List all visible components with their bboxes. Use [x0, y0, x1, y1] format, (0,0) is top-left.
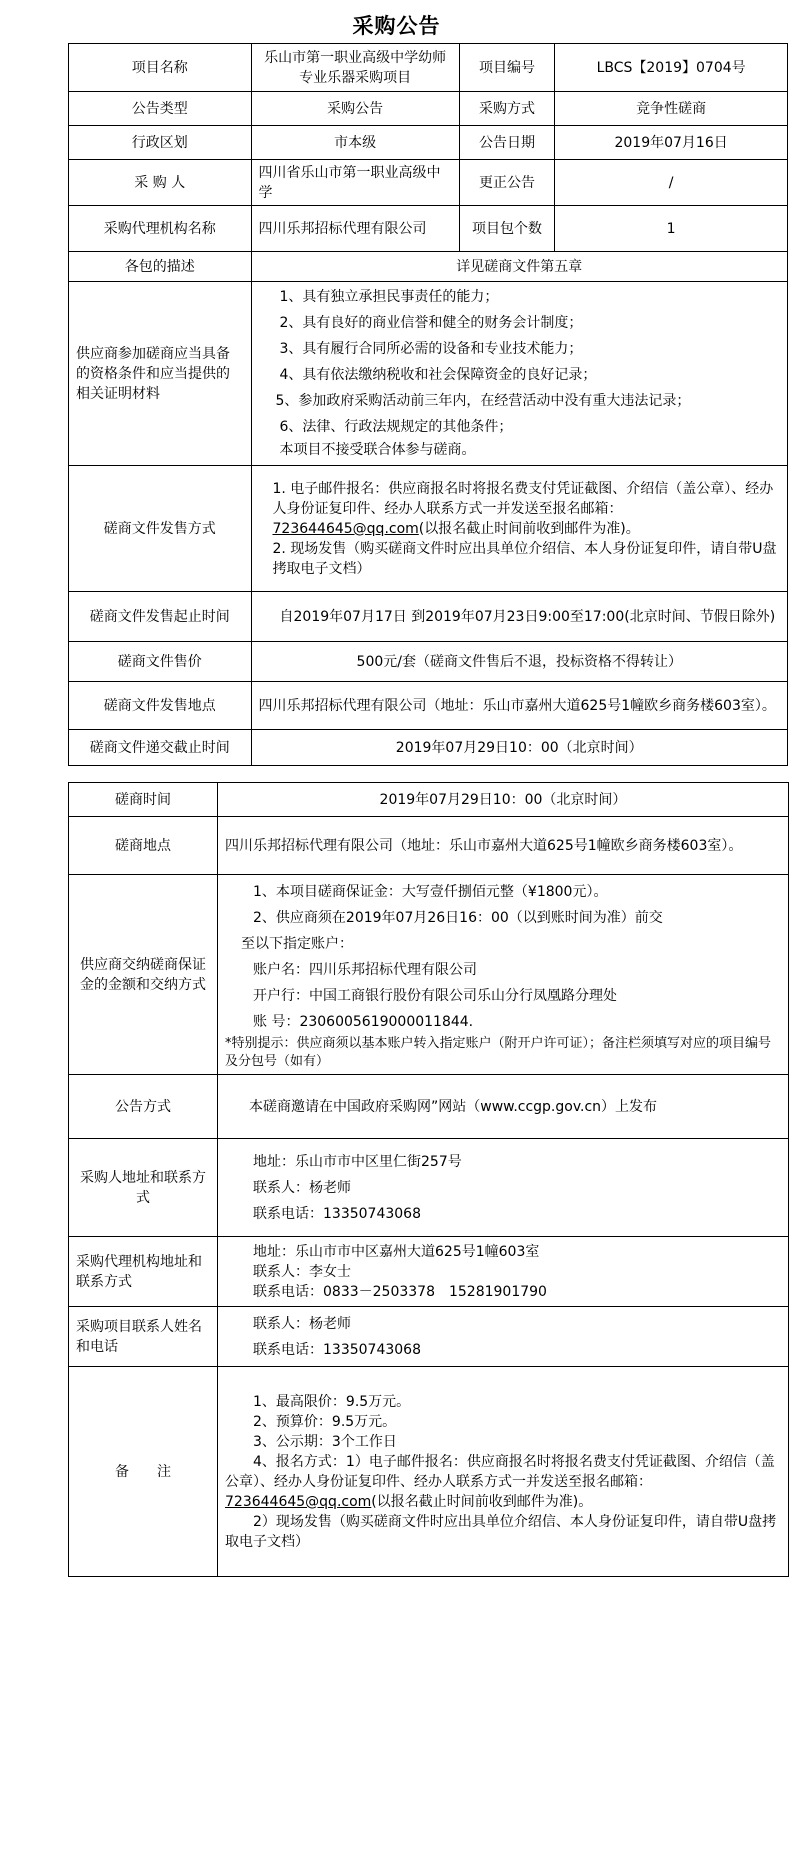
- table-row: [69, 282, 788, 466]
- qualification-item: 3、具有履行合同所必需的设备和专业技术能力；: [279, 341, 583, 357]
- agency-contact-value: [218, 1237, 789, 1307]
- purchaser-phone: 联系电话：13350743068: [253, 1205, 421, 1222]
- method-label: 采购方式: [459, 92, 555, 126]
- table-row: [69, 160, 788, 206]
- remark-line: 2、预算价：9.5万元。: [253, 1413, 397, 1430]
- deposit-label: 供应商交纳磋商保证金的金额和交纳方式: [69, 875, 218, 1075]
- project-phone: 联系电话：13350743068: [253, 1341, 421, 1358]
- remark-text: 4、报名方式：1）电子邮件报名：供应商报名时将报名费支付凭证截图、介绍信（盖公章）、经办人身份证复印件、经办人联系方式一并发送至报名邮箱：: [225, 1453, 775, 1490]
- table-row: [69, 817, 789, 875]
- notice-type-label: 公告类型: [69, 92, 252, 126]
- remark-label: 备 注: [69, 1367, 218, 1577]
- table-row: [69, 1367, 789, 1577]
- purchaser-value: 四川省乐山市第一职业高级中学: [251, 160, 459, 206]
- qualification-item: 本项目不接受联合体参与磋商。: [279, 442, 476, 458]
- remark-line: 3、公示期：3个工作日: [253, 1433, 397, 1450]
- remark-value: [218, 1367, 789, 1577]
- deposit-line: 2、供应商须在2019年07月26日16：00（以到账时间为准）前交: [253, 909, 663, 926]
- agency-value: 四川乐邦招标代理有限公司: [251, 206, 459, 252]
- deposit-value: [218, 875, 789, 1075]
- sale-method-label: 磋商文件发售方式: [69, 466, 252, 592]
- price-label: 磋商文件售价: [69, 642, 252, 682]
- agency-label: 采购代理机构名称: [69, 206, 252, 252]
- table-row: [69, 783, 789, 817]
- method-value: 竞争性磋商: [555, 92, 788, 126]
- project-no-value: LBCS【2019】0704号: [555, 44, 788, 92]
- negotiation-info-table: [68, 782, 789, 1577]
- deposit-line: 至以下指定账户：: [241, 935, 353, 952]
- sale-place-label: 磋商文件发售地点: [69, 682, 252, 730]
- sale-method-value: [251, 466, 788, 592]
- qualification-item: 1、具有独立承担民事责任的能力；: [279, 289, 499, 305]
- purchaser-label: 采 购 人: [69, 160, 252, 206]
- qualification-list: [251, 282, 788, 466]
- sale-method-text: (以报名截止时间前收到邮件为准)。: [418, 520, 640, 537]
- qualification-item: 4、具有依法缴纳税收和社会保障资金的良好记录；: [279, 367, 597, 383]
- deposit-line: 1、本项目磋商保证金：大写壹仟捌佰元整（¥1800元）。: [253, 883, 608, 900]
- desc-value: 详见磋商文件第五章: [251, 252, 788, 282]
- sale-time-label: 磋商文件发售起止时间: [69, 592, 252, 642]
- procurement-info-table: [68, 43, 788, 766]
- table-row: [69, 1307, 789, 1367]
- signup-email-link[interactable]: 723644645@qq.com: [272, 520, 419, 537]
- project-contact-value: [218, 1307, 789, 1367]
- notice-type-value: 采购公告: [251, 92, 459, 126]
- purchaser-address: 地址：乐山市市中区里仁街257号: [253, 1153, 462, 1170]
- remark-line: [225, 1452, 781, 1512]
- table-row: [69, 126, 788, 160]
- correction-value: /: [555, 160, 788, 206]
- packages-label: 项目包个数: [459, 206, 555, 252]
- table-row: [69, 206, 788, 252]
- agency-person: 联系人：李女士: [253, 1263, 351, 1280]
- sale-time-value: 自2019年07月17日 到2019年07月23日9:00至17:00(北京时间、节假日除外): [251, 592, 788, 642]
- remark-text: (以报名截止时间前收到邮件为准)。: [371, 1493, 593, 1510]
- notice-date-label: 公告日期: [459, 126, 555, 160]
- sale-method-item-1: [259, 479, 781, 539]
- remark-line: 2）现场发售（购买磋商文件时应出具单位介绍信、本人身份证复印件，请自带U盘拷取电子文档）: [225, 1513, 777, 1550]
- negotiation-time-label: 磋商时间: [69, 783, 218, 817]
- remark-line: 1、最高限价：9.5万元。: [253, 1393, 411, 1410]
- purchaser-contact-label: 采购人地址和联系方式: [69, 1139, 218, 1237]
- table-row: [69, 682, 788, 730]
- table-row: [69, 642, 788, 682]
- announce-label: 公告方式: [69, 1075, 218, 1139]
- announce-value: 本磋商邀请在中国政府采购网”网站（www.ccgp.gov.cn）上发布: [218, 1075, 789, 1139]
- bank-name: 开户行：中国工商银行股份有限公司乐山分行凤凰路分理处: [253, 987, 617, 1004]
- negotiation-place-label: 磋商地点: [69, 817, 218, 875]
- deadline-label: 磋商文件递交截止时间: [69, 730, 252, 766]
- negotiation-place-value: 四川乐邦招标代理有限公司（地址：乐山市嘉州大道625号1幢欧乡商务楼603室）。: [218, 817, 789, 875]
- agency-address: 地址：乐山市市中区嘉州大道625号1幢603室: [253, 1243, 540, 1260]
- qualification-label: 供应商参加磋商应当具备的资格条件和应当提供的相关证明材料: [69, 282, 252, 466]
- project-name-label: 项目名称: [69, 44, 252, 92]
- correction-label: 更正公告: [459, 160, 555, 206]
- purchaser-contact-value: [218, 1139, 789, 1237]
- deposit-note: *特别提示：供应商须以基本账户转入指定账户（附开户许可证）；备注栏须填写对应的项目编号及分包号（如有）: [225, 1035, 772, 1069]
- region-label: 行政区划: [69, 126, 252, 160]
- negotiation-time-value: 2019年07月29日10：00（北京时间）: [218, 783, 789, 817]
- account-number: 账 号：2306005619000011844.: [253, 1013, 474, 1030]
- project-person: 联系人：杨老师: [253, 1315, 351, 1332]
- table-row: [69, 1139, 789, 1237]
- remark-email-link[interactable]: 723644645@qq.com: [225, 1493, 372, 1510]
- project-name-value: 乐山市第一职业高级中学幼师专业乐器采购项目: [251, 44, 459, 92]
- price-value: 500元/套（磋商文件售后不退，投标资格不得转让）: [251, 642, 788, 682]
- sale-place-value: 四川乐邦招标代理有限公司（地址：乐山市嘉州大道625号1幢欧乡商务楼603室）。: [251, 682, 788, 730]
- packages-value: 1: [555, 206, 788, 252]
- qualification-item: 5、参加政府采购活动前三年内，在经营活动中没有重大违法记录；: [275, 393, 691, 409]
- deadline-value: 2019年07月29日10：00（北京时间）: [251, 730, 788, 766]
- table-row: [69, 44, 788, 92]
- project-contact-label: 采购项目联系人姓名和电话: [69, 1307, 218, 1367]
- notice-date-value: 2019年07月16日: [555, 126, 788, 160]
- page-title: 采购公告: [352, 14, 441, 38]
- table-row: [69, 92, 788, 126]
- table-row: [69, 592, 788, 642]
- table-row: [69, 1075, 789, 1139]
- table-row: [69, 466, 788, 592]
- account-name: 账户名：四川乐邦招标代理有限公司: [253, 961, 477, 978]
- table-row: [69, 1237, 789, 1307]
- table-row: [69, 252, 788, 282]
- sale-method-text: 1. 电子邮件报名：供应商报名时将报名费支付凭证截图、介绍信（盖公章）、经办人身份证复印件、经办人联系方式一并发送至报名邮箱：: [272, 480, 774, 517]
- table-row: [69, 730, 788, 766]
- project-no-label: 项目编号: [459, 44, 555, 92]
- sale-method-item-2: 2. 现场发售（购买磋商文件时应出具单位介绍信、本人身份证复印件，请自带U盘拷取电子文档）: [272, 540, 777, 577]
- table-row: [69, 875, 789, 1075]
- qualification-item: 2、具有良好的商业信誉和健全的财务会计制度；: [279, 315, 583, 331]
- desc-label: 各包的描述: [69, 252, 252, 282]
- agency-phone: 联系电话：0833－2503378 15281901790: [253, 1283, 547, 1300]
- qualification-item: 6、法律、行政法规规定的其他条件；: [279, 419, 513, 435]
- agency-contact-label: 采购代理机构地址和联系方式: [69, 1237, 218, 1307]
- region-value: 市本级: [251, 126, 459, 160]
- purchaser-person: 联系人：杨老师: [253, 1179, 351, 1196]
